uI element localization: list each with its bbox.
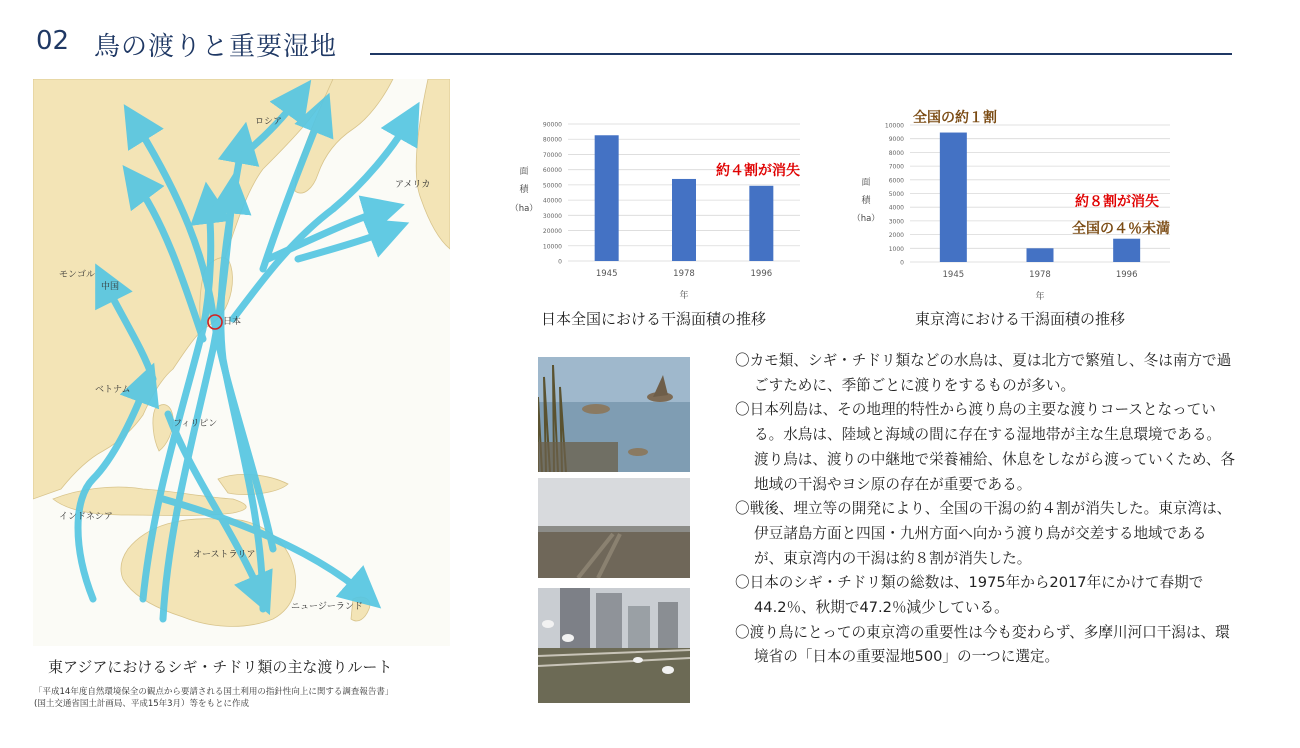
y-axis-label-char: 積: [861, 196, 871, 206]
map-label-america: アメリカ: [395, 180, 431, 190]
chart-japan-tidal-flat: [500, 112, 810, 307]
chart-annotation: 約４割が消失: [716, 163, 800, 179]
y-tick-label: 9000: [888, 136, 904, 144]
bar: [595, 135, 619, 261]
bird-icon: [582, 404, 610, 414]
x-axis-label: 年: [679, 291, 689, 301]
y-tick-label: 70000: [542, 151, 562, 159]
building-icon: [596, 593, 622, 648]
y-tick-label: 30000: [542, 212, 562, 220]
y-tick-label: 0: [900, 259, 904, 267]
y-tick-label: 6000: [888, 177, 904, 185]
seagull-icon: [542, 620, 554, 628]
map-label-mongolia: モンゴル: [59, 270, 96, 280]
y-tick-label: 90000: [542, 121, 562, 129]
body-paragraph: 〇渡り鳥にとっての東京湾の重要性は今も変わらず、多摩川河口干潟は、環境省の「日本の重要湿地500」の一つに選定。: [735, 623, 1230, 666]
migration-route-map: [33, 79, 450, 646]
building-icon: [628, 606, 650, 648]
map-label-china: 中国: [101, 282, 120, 292]
chart-annotation: 全国の４％未満: [1072, 221, 1170, 237]
map-source-line: 「平成14年度自然環境保全の観点から要請される国土利用の指針性向上に関する調査報告書」: [34, 687, 394, 697]
title-underline: [370, 53, 1232, 55]
x-tick-label: 1945: [942, 270, 965, 280]
map-source: [34, 686, 393, 710]
body-paragraph: 〇日本のシギ・チドリ類の総数は、1975年から2017年にかけて春期で44.2％、秋期で47.2％減少している。: [735, 574, 1204, 617]
promenade-ground: [538, 648, 690, 703]
map-label-vietnam: ベトナム: [95, 385, 131, 395]
body-text: [735, 349, 1235, 670]
chart-annotation: 約８割が消失: [1075, 194, 1159, 210]
y-tick-label: 20000: [542, 228, 562, 236]
chart-caption-tokyo-bay: 東京湾における干潟面積の推移: [915, 310, 1126, 328]
y-axis-label-char: 面: [861, 178, 871, 188]
chart-caption-japan: 日本全国における干潟面積の推移: [541, 310, 767, 328]
map-source-line: (国土交通省国土計画局、平成15年3月）等をもとに作成: [34, 699, 250, 709]
bar: [1113, 239, 1140, 262]
y-tick-label: 1000: [888, 245, 904, 253]
x-tick-label: 1945: [595, 269, 618, 279]
page-title: 鳥の渡りと重要湿地: [94, 32, 338, 62]
y-tick-label: 10000: [884, 122, 904, 130]
x-tick-label: 1996: [750, 269, 773, 279]
chart-tokyo-bay-tidal-flat: [850, 105, 1180, 305]
map-label-indonesia: インドネシア: [59, 512, 113, 522]
photo-wading-birds: [538, 357, 690, 472]
y-tick-label: 50000: [542, 182, 562, 190]
y-tick-label: 10000: [542, 243, 562, 251]
bar: [1027, 248, 1054, 262]
y-axis-label-char: 面: [519, 167, 529, 177]
bar: [749, 186, 773, 261]
seagull-icon: [662, 666, 674, 674]
photo-tidal-flat: [538, 478, 690, 578]
map-label-australia: オーストラリア: [193, 550, 256, 560]
y-axis-unit: （ha）: [852, 214, 880, 224]
y-tick-label: 7000: [888, 163, 904, 171]
y-tick-label: 80000: [542, 136, 562, 144]
photo-riverside-promenade: [538, 588, 690, 703]
y-tick-label: 40000: [542, 197, 562, 205]
y-tick-label: 5000: [888, 191, 904, 198]
map-label-japan: 日本: [223, 317, 242, 327]
body-paragraph: 〇戦後、埋立等の開発により、全国の干潟の約４割が消失した。東京湾は、伊豆諸島方面と四国・九州方面へ向かう渡り鳥が交差する地域であるが、東京湾内の干潟は約８割が消失した。: [735, 500, 1232, 567]
seagull-icon: [562, 634, 574, 642]
body-paragraph: 〇カモ類、シギ・チドリ類などの水鳥は、夏は北方で繁殖し、冬は南方で過ごすために、季節ごとに渡りをするものが多い。: [735, 352, 1232, 394]
chart-annotation: 全国の約１割: [913, 110, 997, 126]
building-icon: [658, 602, 678, 648]
map-label-new-zealand: ニュージーランド: [291, 602, 363, 612]
photo-tidal-flat-horizon: [538, 526, 690, 532]
section-number: 02: [36, 26, 70, 56]
bar: [672, 179, 696, 261]
y-tick-label: 0: [558, 258, 562, 266]
bar: [940, 133, 967, 262]
map-label-russia: ロシア: [255, 117, 283, 127]
y-tick-label: 4000: [888, 204, 904, 212]
seagull-icon: [633, 657, 643, 663]
x-tick-label: 1978: [673, 269, 695, 279]
y-tick-label: 60000: [542, 167, 562, 175]
y-tick-label: 8000: [888, 149, 904, 157]
y-axis-unit: （ha）: [510, 204, 538, 214]
shoreline-debris: [538, 442, 618, 472]
x-tick-label: 1996: [1115, 270, 1138, 280]
y-tick-label: 3000: [888, 218, 904, 226]
y-axis-label-char: 積: [519, 185, 529, 195]
map-caption: 東アジアにおけるシギ・チドリ類の主な渡りルート: [48, 658, 393, 676]
x-tick-label: 1978: [1029, 270, 1051, 280]
photo-tidal-flat-ground: [538, 532, 690, 578]
x-axis-label: 年: [1035, 292, 1045, 302]
bird-icon: [628, 448, 648, 456]
y-tick-label: 2000: [888, 232, 904, 240]
body-paragraph: 〇日本列島は、その地理的特性から渡り鳥の主要な渡りコースとなっている。水鳥は、陸域と海域の間に存在する湿地帯が主な生息環境である。渡り鳥は、渡りの中継地で栄養補給、休息をしながら渡っていくため、各地域の干潟やヨシ原の存在が重要である。: [735, 401, 1236, 493]
map-label-philippines: フィリピン: [173, 419, 218, 429]
photo-tidal-flat-sky: [538, 478, 690, 530]
